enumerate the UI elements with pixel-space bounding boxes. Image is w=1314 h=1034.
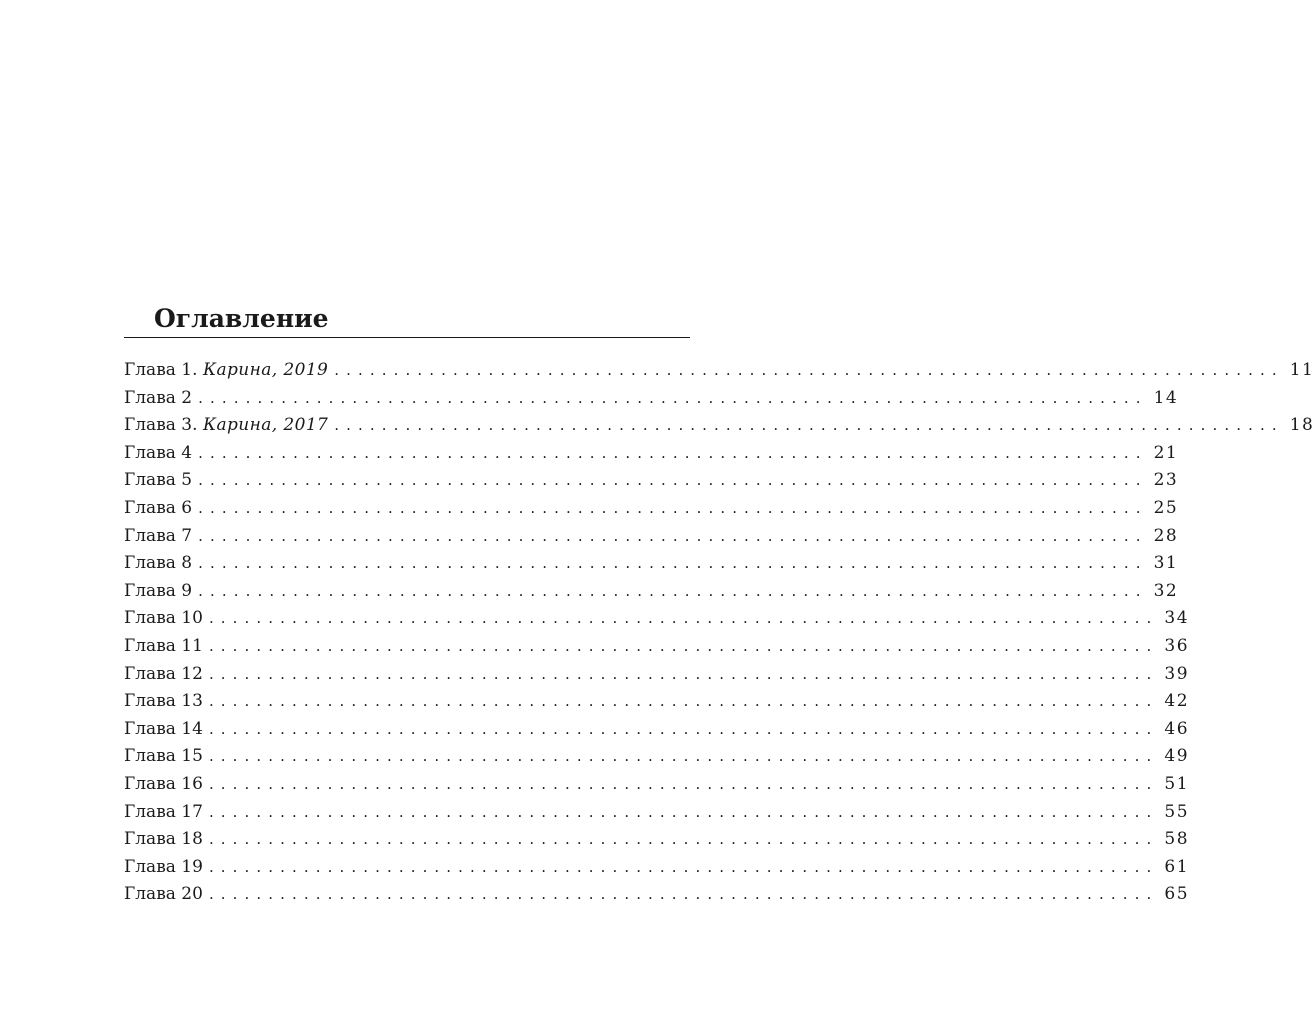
toc-entry[interactable] xyxy=(124,605,1190,633)
dot-leader: ................................................................................ xyxy=(208,636,1159,655)
toc-entry-title xyxy=(124,854,203,882)
page-number: 42 xyxy=(1164,691,1190,712)
page-number: 11 xyxy=(1289,360,1314,380)
page-number: 49 xyxy=(1164,746,1190,767)
toc-entry[interactable] xyxy=(124,799,1190,827)
chapter-label: Глава 1. xyxy=(124,360,198,380)
toc-entry-title xyxy=(124,771,203,799)
dot-leader: ................................................................................ xyxy=(198,388,1148,407)
toc-title: Оглавление xyxy=(154,304,329,333)
toc-list xyxy=(124,357,1314,909)
dot-leader: ................................................................................ xyxy=(208,774,1159,793)
dot-leader: ................................................................................ xyxy=(198,443,1148,462)
dot-leader: ................................................................................ xyxy=(208,857,1159,876)
chapter-subtitle: Карина, 2017 xyxy=(202,415,329,436)
page-number: 28 xyxy=(1153,525,1179,546)
chapter-label: Глава 10 xyxy=(124,608,203,629)
dot-leader: ................................................................................ xyxy=(208,664,1159,683)
page-number: 55 xyxy=(1164,801,1190,822)
dot-leader: ................................................................................ xyxy=(198,581,1148,600)
toc-entry[interactable] xyxy=(124,661,1190,689)
chapter-label: Глава 19 xyxy=(124,856,203,877)
chapter-label: Глава 14 xyxy=(124,718,203,739)
chapter-label: Глава 2 xyxy=(124,387,193,408)
toc-entry-title xyxy=(124,412,328,440)
toc-entry-title xyxy=(124,495,192,523)
chapter-label: Глава 16 xyxy=(124,773,203,794)
toc-entry[interactable] xyxy=(124,523,1179,551)
chapter-label: Глава 12 xyxy=(124,663,203,684)
toc-entry[interactable] xyxy=(124,688,1190,716)
chapter-label: Глава 11 xyxy=(124,635,203,656)
dot-leader: ................................................................................ xyxy=(208,692,1159,711)
page-number: 58 xyxy=(1164,829,1190,850)
page-number: 46 xyxy=(1164,718,1190,739)
toc-entry-title xyxy=(124,357,328,385)
toc-entry[interactable] xyxy=(124,716,1190,744)
toc-entry-title xyxy=(124,578,192,606)
chapter-label: Глава 13 xyxy=(124,691,203,712)
chapter-label: Глава 17 xyxy=(124,801,203,822)
toc-entry[interactable] xyxy=(124,771,1190,799)
page-number: 14 xyxy=(1153,387,1179,408)
toc-entry[interactable] xyxy=(124,357,1314,385)
toc-entry-title xyxy=(124,661,203,689)
toc-entry-title xyxy=(124,440,192,468)
dot-leader: ................................................................................ xyxy=(198,498,1148,517)
toc-entry-title xyxy=(124,523,192,551)
dot-leader: ................................................................................ xyxy=(334,361,1284,379)
chapter-label: Глава 15 xyxy=(124,746,203,767)
toc-entry-title xyxy=(124,467,192,495)
page-number: 51 xyxy=(1164,773,1190,794)
dot-leader: ................................................................................ xyxy=(208,747,1159,766)
chapter-label: Глава 4 xyxy=(124,442,193,463)
dot-leader: ................................................................................ xyxy=(198,471,1148,490)
dot-leader: ................................................................................ xyxy=(208,830,1159,849)
toc-entry-title xyxy=(124,633,203,661)
page-number: 21 xyxy=(1153,442,1179,463)
chapter-label: Глава 9 xyxy=(124,580,193,601)
toc-entry-title xyxy=(124,716,203,744)
toc-entry-title xyxy=(124,799,203,827)
page-number: 23 xyxy=(1153,470,1179,491)
chapter-label: Глава 3. xyxy=(124,415,198,436)
toc-entry[interactable] xyxy=(124,578,1179,606)
dot-leader: ................................................................................ xyxy=(208,609,1159,628)
toc-entry[interactable] xyxy=(124,826,1190,854)
toc-entry[interactable] xyxy=(124,467,1179,495)
toc-entry-title xyxy=(124,550,192,578)
page-number: 25 xyxy=(1153,497,1179,518)
dot-leader: ................................................................................ xyxy=(208,885,1159,904)
toc-entry-title xyxy=(124,881,203,909)
chapter-label: Глава 20 xyxy=(124,884,203,905)
page-number: 34 xyxy=(1164,608,1190,629)
toc-entry-title xyxy=(124,826,203,854)
toc-entry-title xyxy=(124,605,203,633)
chapter-label: Глава 8 xyxy=(124,553,193,574)
chapter-label: Глава 7 xyxy=(124,525,193,546)
dot-leader: ................................................................................ xyxy=(198,526,1148,545)
page-number: 61 xyxy=(1164,856,1190,877)
page-number: 18 xyxy=(1289,415,1314,436)
toc-entry-title xyxy=(124,743,203,771)
dot-leader: ................................................................................ xyxy=(208,802,1159,821)
toc-entry[interactable] xyxy=(124,412,1314,440)
dot-leader: ................................................................................ xyxy=(334,416,1284,435)
chapter-label: Глава 18 xyxy=(124,829,203,850)
page-number: 31 xyxy=(1153,553,1179,574)
toc-entry[interactable] xyxy=(124,633,1190,661)
chapter-subtitle: Карина, 2019 xyxy=(202,360,329,380)
toc-entry[interactable] xyxy=(124,881,1190,909)
page-number: 39 xyxy=(1164,663,1190,684)
toc-entry[interactable] xyxy=(124,854,1190,882)
toc-entry[interactable] xyxy=(124,550,1179,578)
title-divider xyxy=(124,337,690,338)
page-number: 65 xyxy=(1164,884,1190,905)
toc-entry[interactable] xyxy=(124,385,1179,413)
dot-leader: ................................................................................ xyxy=(198,554,1148,573)
toc-entry-title xyxy=(124,385,192,413)
toc-entry[interactable] xyxy=(124,440,1179,468)
page-number: 32 xyxy=(1153,580,1179,601)
toc-entry[interactable] xyxy=(124,743,1190,771)
chapter-label: Глава 6 xyxy=(124,497,193,518)
chapter-label: Глава 5 xyxy=(124,470,193,491)
toc-entry-title xyxy=(124,688,203,716)
toc-entry[interactable] xyxy=(124,495,1179,523)
dot-leader: ................................................................................ xyxy=(208,719,1159,738)
page-number: 36 xyxy=(1164,635,1190,656)
